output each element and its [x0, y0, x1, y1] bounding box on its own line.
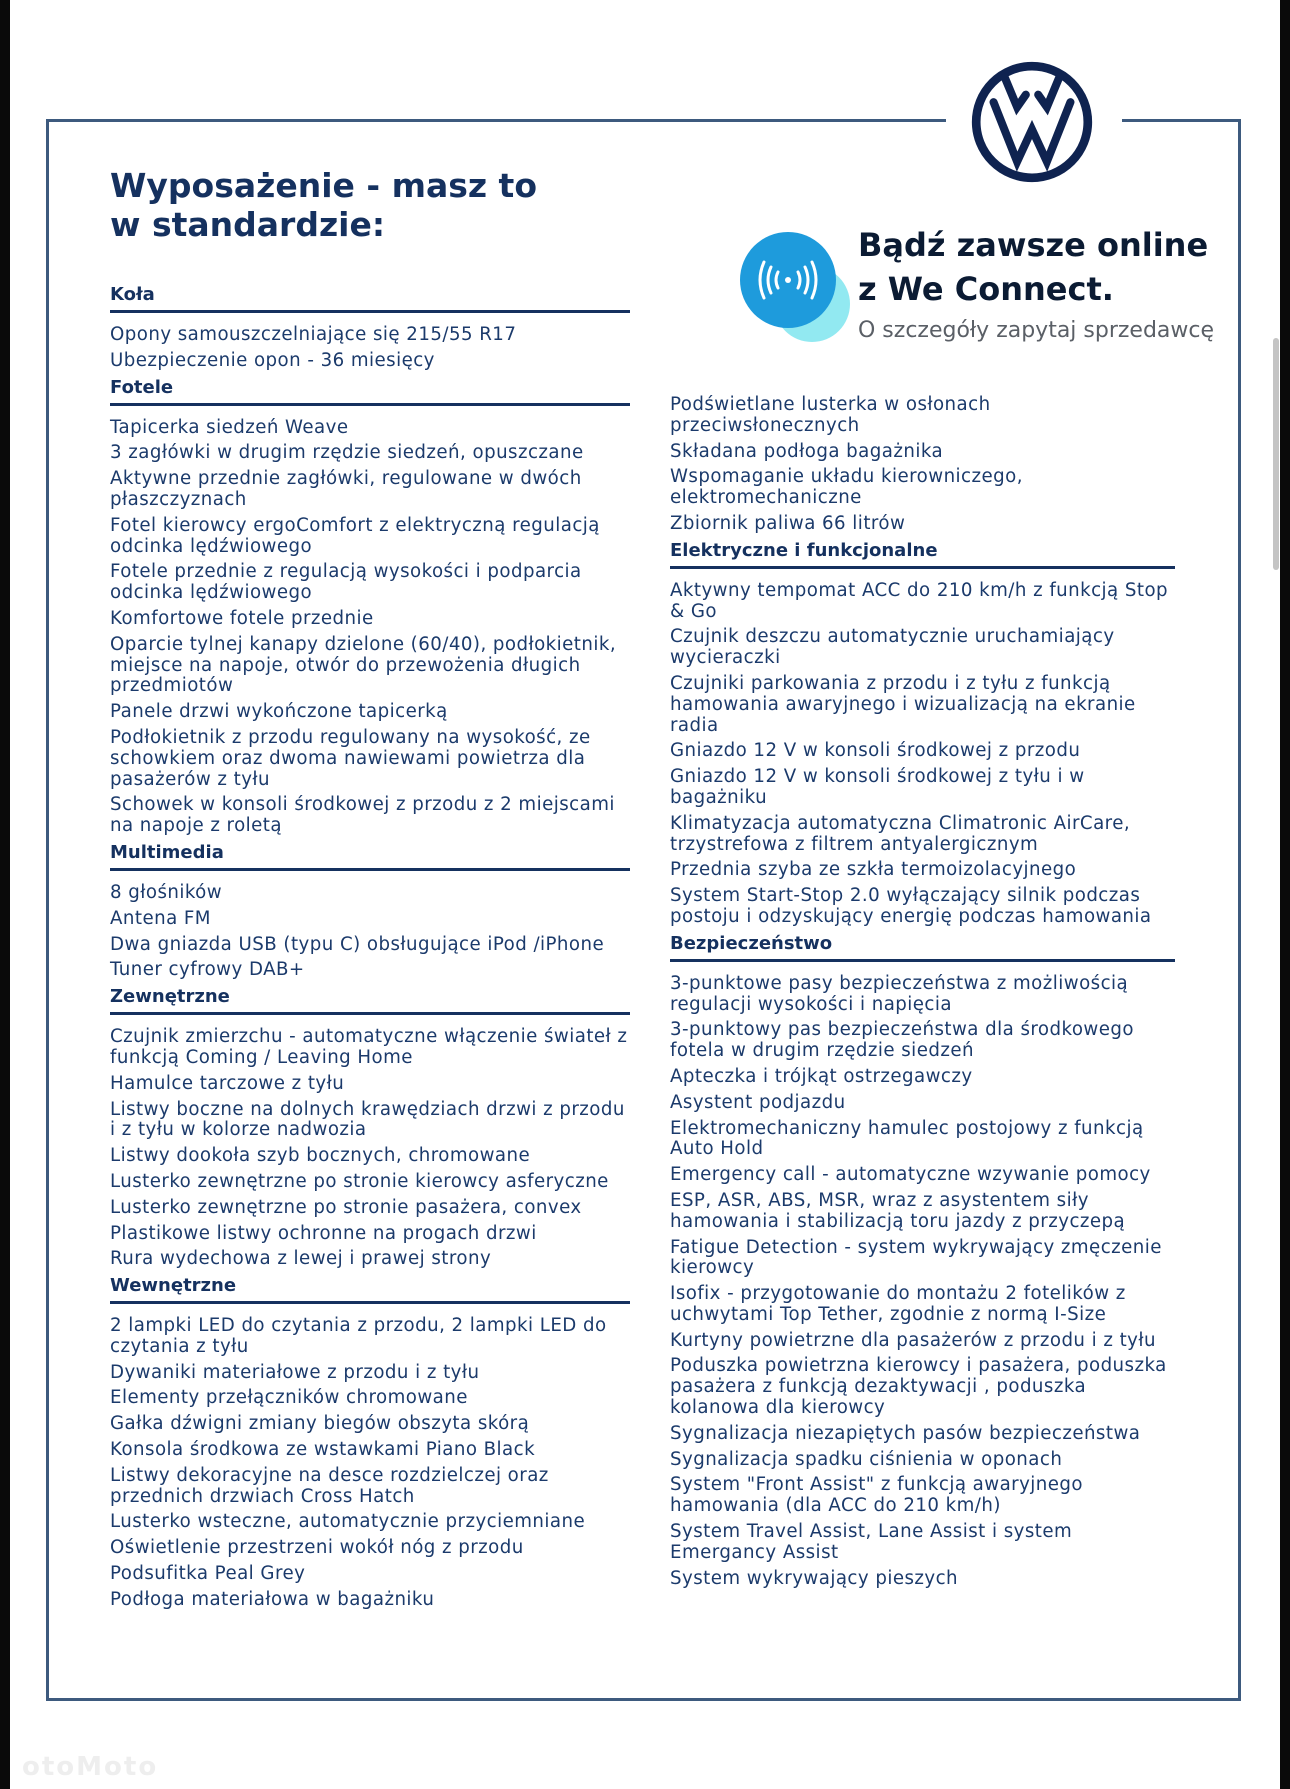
feature-item: Zbiornik paliwa 66 litrów: [670, 512, 906, 534]
feature-item: Panele drzwi wykończone tapicerką: [110, 701, 448, 723]
feature-item: Dwa gniazda USB (typu C) obsługujące iPod /iPhone: [110, 933, 605, 955]
screen-edge-left: [0, 0, 10, 1789]
feature-item: System wykrywający pieszych: [670, 1567, 959, 1589]
section-fotele: [110, 377, 630, 837]
feature-item: Gniazdo 12 V w konsoli środkowej z przodu: [670, 740, 1081, 762]
title-line-1: Wyposażenie - masz to: [110, 166, 538, 205]
we-connect-promo: [738, 226, 1238, 354]
feature-item: 3 zagłówki w drugim rzędzie siedzeń, opuszczane: [110, 442, 584, 464]
feature-item: Sygnalizacja spadku ciśnienia w oponach: [670, 1448, 1063, 1470]
feature-item: Schowek w konsoli środkowej z przodu z 2 miejscami na napoje z roletą: [110, 794, 615, 837]
feature-item: Lusterko wsteczne, automatycznie przyciemniane: [110, 1511, 586, 1533]
page-title: [110, 166, 537, 244]
feature-item: System Start-Stop 2.0 wyłączający silnik podczas postoju i odzyskujący energię podczas hamowania: [670, 885, 1152, 927]
feature-item: 3-punktowe pasy bezpieczeństwa z możliwością regulacji wysokości i napięcia: [670, 972, 1129, 1015]
feature-item: ESP, ASR, ABS, MSR, wraz z asystentem siły hamowania i stabilizacją toru jazdy z przyczepą: [670, 1189, 1126, 1232]
feature-item: Fotele przednie z regulacją wysokości i podparcia odcinka lędźwiowego: [110, 561, 582, 604]
feature-item: Klimatyzacja automatyczna Climatronic AirCare, trzystrefowa z filtrem antyalergicznym: [670, 812, 1131, 855]
feature-item: Isofix - przygotowanie do montażu 2 fotelików z uchwytami Top Tether, zgodnie z normą I-Size: [670, 1283, 1126, 1325]
feature-item: Ubezpieczenie opon - 36 miesięcy: [110, 349, 435, 371]
feature-item: Antena FM: [110, 907, 211, 929]
section-continued: [670, 395, 1175, 535]
right-column: [670, 395, 1175, 1594]
promo-subline: O szczegóły zapytaj sprzedawcę: [858, 318, 1215, 343]
feature-item: Podłoga materiałowa w bagażniku: [110, 1588, 435, 1610]
frame-top-left: [46, 119, 946, 122]
feature-item: Tuner cyfrowy DAB+: [110, 959, 305, 981]
feature-item: System "Front Assist" z funkcją awaryjnego hamowania (dla ACC do 210 km/h): [670, 1474, 1083, 1517]
feature-item: Kurtyny powietrzne dla pasażerów z przodu i z tyłu: [670, 1329, 1156, 1351]
section-title: Wewnętrzne: [110, 1275, 630, 1304]
feature-item: 3-punktowy pas bezpieczeństwa dla środkowego fotela w drugim rzędzie siedzeń: [670, 1019, 1134, 1062]
feature-item: Podłokietnik z przodu regulowany na wysokość, ze schowkiem oraz dwoma nawiewami powietrza dla pasażerów z tyłu: [110, 726, 591, 790]
frame-top-right: [1122, 119, 1241, 122]
frame-left: [46, 119, 49, 1701]
feature-item: Dywaniki materiałowe z przodu i z tyłu: [110, 1361, 480, 1383]
feature-item: Podświetlane lusterka w osłonach przeciwsłonecznych: [670, 394, 991, 436]
section-title: Fotele: [110, 377, 630, 406]
feature-item: Gałka dźwigni zmiany biegów obszyta skórą: [110, 1413, 530, 1435]
feature-item: Apteczka i trójkąt ostrzegawczy: [670, 1065, 973, 1087]
feature-item: Poduszka powietrzna kierowcy i pasażera, poduszka pasażera z funkcją dezaktywacji , poduszka kolanowa dla kierowcy: [670, 1355, 1167, 1419]
feature-item: Emergency call - automatyczne wzywanie pomocy: [670, 1164, 1151, 1186]
feature-item: Komfortowe fotele przednie: [110, 607, 374, 629]
feature-item: Opony samouszczelniające się 215/55 R17: [110, 324, 517, 345]
feature-item: Czujnik zmierzchu - automatyczne włączenie świateł z funkcją Coming / Leaving Home: [110, 1026, 628, 1068]
section-title: Bezpieczeństwo: [670, 933, 1175, 962]
feature-item: Czujnik deszczu automatycznie uruchamiający wycieraczki: [670, 626, 1115, 669]
feature-item: Listwy boczne na dolnych krawędziach drzwi z przodu i z tyłu w kolorze nadwozia: [110, 1098, 625, 1141]
screen-edge-right: [1280, 0, 1290, 1789]
feature-item: 2 lampki LED do czytania z przodu, 2 lampki LED do czytania z tyłu: [110, 1315, 607, 1357]
section-multimedia: [110, 842, 630, 981]
feature-item: Asystent podjazdu: [670, 1091, 846, 1113]
feature-item: Lusterko zewnętrzne po stronie pasażera, convex: [110, 1196, 582, 1218]
feature-item: System Travel Assist, Lane Assist i system Emergancy Assist: [670, 1521, 1073, 1563]
feature-item: Lusterko zewnętrzne po stronie kierowcy asferyczne: [110, 1170, 609, 1192]
section-kola: [110, 284, 630, 372]
section-title: Multimedia: [110, 842, 630, 871]
feature-item: Sygnalizacja niezapiętych pasów bezpieczeństwa: [670, 1422, 1141, 1444]
section-wewnetrzne: [110, 1275, 630, 1611]
feature-item: 8 głośników: [110, 881, 223, 903]
feature-item: Składana podłoga bagażnika: [670, 440, 944, 462]
section-title: Koła: [110, 284, 630, 313]
promo-headline-2: z We Connect.: [858, 270, 1114, 308]
section-title: Zewnętrzne: [110, 986, 630, 1015]
section-elektryczne-i-funkcjonalne: [670, 540, 1175, 928]
feature-item: Elektromechaniczny hamulec postojowy z funkcją Auto Hold: [670, 1117, 1144, 1160]
feature-item: Fotel kierowcy ergoComfort z elektryczną regulacją odcinka lędźwiowego: [110, 514, 600, 557]
feature-item: Rura wydechowa z lewej i prawej strony: [110, 1248, 492, 1270]
scrollbar-thumb[interactable]: [1273, 338, 1279, 570]
feature-item: Listwy dookoła szyb bocznych, chromowane: [110, 1145, 531, 1167]
left-column: [110, 284, 630, 1616]
frame-right: [1238, 119, 1241, 1701]
feature-item: Czujniki parkowania z przodu i z tyłu z funkcją hamowania awaryjnego i wizualizacją na ekranie radia: [670, 672, 1136, 736]
feature-item: Podsufitka Peal Grey: [110, 1563, 306, 1585]
feature-item: Aktywne przednie zagłówki, regulowane w dwóch płaszczyznach: [110, 468, 582, 510]
feature-item: Tapicerka siedzeń Weave: [110, 416, 349, 438]
watermark: otoMoto: [22, 1752, 159, 1782]
feature-item: Fatigue Detection - system wykrywający zmęczenie kierowcy: [670, 1236, 1162, 1279]
title-line-2: w standardzie:: [110, 205, 386, 244]
section-bezpieczenstwo: [670, 933, 1175, 1590]
section-zewnetrzne: [110, 986, 630, 1270]
feature-item: Konsola środkowa ze wstawkami Piano Black: [110, 1439, 536, 1461]
feature-item: Gniazdo 12 V w konsoli środkowej z tyłu i w bagażniku: [670, 766, 1085, 808]
feature-item: Aktywny tempomat ACC do 210 km/h z funkcją Stop & Go: [670, 579, 1169, 622]
vw-logo-icon: [970, 60, 1094, 184]
feature-item: Oświetlenie przestrzeni wokół nóg z przodu: [110, 1537, 524, 1559]
feature-item: Wspomaganie układu kierowniczego, elektromechaniczne: [670, 466, 1023, 509]
feature-item: Plastikowe listwy ochronne na progach drzwi: [110, 1222, 537, 1244]
feature-item: Hamulce tarczowe z tyłu: [110, 1072, 345, 1094]
frame-bottom: [46, 1698, 1241, 1701]
feature-item: Oparcie tylnej kanapy dzielone (60/40), podłokietnik, miejsce na napoje, otwór do przewożenia długich przedmiotów: [110, 633, 617, 697]
promo-headline-1: Bądź zawsze online: [858, 226, 1209, 264]
we-connect-signal-icon: [738, 232, 852, 342]
feature-item: Elementy przełączników chromowane: [110, 1387, 468, 1409]
feature-item: Listwy dekoracyjne na desce rozdzielczej oraz przednich drzwiach Cross Hatch: [110, 1464, 549, 1507]
feature-item: Przednia szyba ze szkła termoizolacyjnego: [670, 859, 1077, 881]
section-title: Elektryczne i funkcjonalne: [670, 540, 1175, 569]
